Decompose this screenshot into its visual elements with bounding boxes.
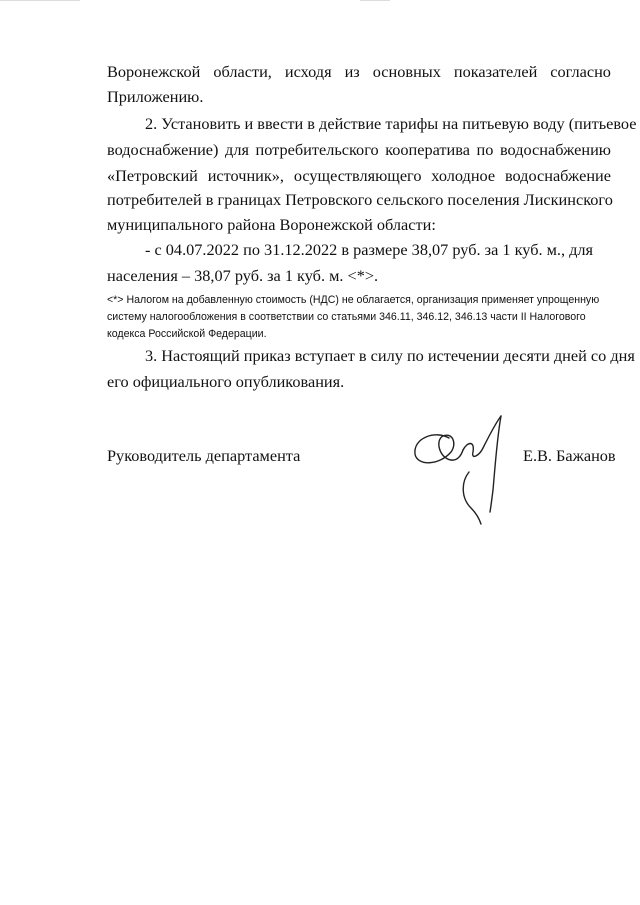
paragraph-2-line-5: муниципального района Воронежской области: xyxy=(107,215,436,234)
word: холодное xyxy=(431,166,496,185)
word: «Петровский xyxy=(107,166,198,185)
handwritten-signature xyxy=(405,408,525,528)
paragraph-3-line-1: 3. Настоящий приказ вступает в силу по истечении десяти дней со дня xyxy=(145,346,635,365)
word: согласно xyxy=(550,62,611,81)
signatory-title: Руководитель департамента xyxy=(107,446,301,465)
word: кооператива xyxy=(385,140,470,159)
paragraph-2-line-1: 2. Установить и ввести в действие тарифы на питьевую воду (питьевое xyxy=(145,114,637,133)
word: Воронежской xyxy=(107,62,201,81)
word: источник», xyxy=(207,166,284,185)
footnote-line-1: <*> Налогом на добавленную стоимость (НДС) не облагается, организация применяет упрощенную xyxy=(107,294,600,306)
word: для xyxy=(225,140,249,159)
word: исходя xyxy=(284,62,332,81)
tariff-line-2: населения – 38,07 руб. за 1 куб. м. <*>. xyxy=(107,266,379,285)
paragraph-2-line-3 xyxy=(107,166,611,186)
word: осуществляющего xyxy=(293,166,422,185)
word: водоснабжение xyxy=(504,166,611,185)
signatory-name: Е.В. Бажанов xyxy=(523,446,616,465)
word: потребительского xyxy=(255,140,379,159)
word: водоснабжению xyxy=(499,140,611,159)
footnote-line-3: кодекса Российской Федерации. xyxy=(107,328,267,340)
word: показателей xyxy=(453,62,538,81)
word: из xyxy=(344,62,360,81)
word: водоснабжение) xyxy=(107,140,219,159)
scan-edge-marks xyxy=(0,0,640,4)
word: основных xyxy=(372,62,441,81)
paragraph-2-line-4: потребителей в границах Петровского сельского поселения Лискинского xyxy=(107,190,613,209)
word: по xyxy=(476,140,494,159)
paragraph-1-line-1 xyxy=(107,62,611,82)
footnote-line-2: систему налогообложения в соответствии со статьями 346.11, 346.12, 346.13 части II Налогового xyxy=(107,311,586,323)
paragraph-1-line-2: Приложению. xyxy=(107,87,204,106)
word: области, xyxy=(213,62,272,81)
paragraph-3-line-2: его официального опубликования. xyxy=(107,372,345,391)
paragraph-2-line-2 xyxy=(107,140,611,160)
tariff-line-1: - с 04.07.2022 по 31.12.2022 в размере 38,07 руб. за 1 куб. м., для xyxy=(145,240,594,259)
